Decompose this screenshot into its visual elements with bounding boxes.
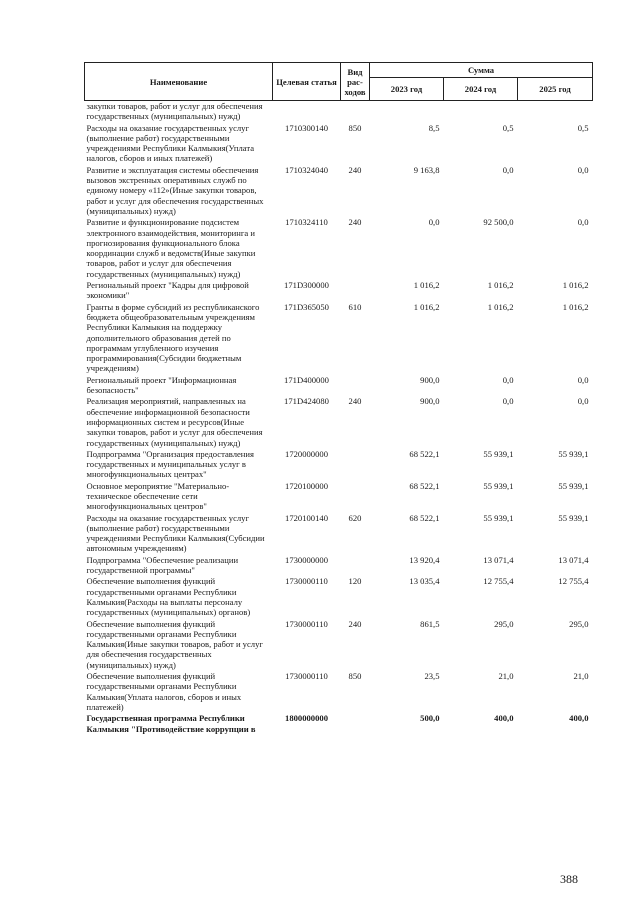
row-name: Гранты в форме субсидий из республиканского бюджета общеобразовательным учреждениям Республики Калмыкия на поддержку дополнительного образования детей по программам углубленного изучения программирования(Субсидии бюджетным учреждениям) [86,301,260,374]
row-name: Региональный проект "Кадры для цифровой экономики" [86,280,249,301]
row-sum-2025: 400,0 [569,713,589,724]
row-target-code: 1720100140 [285,512,328,523]
header-code: Целевая статья [273,63,341,101]
row-sum-2024: 1 016,2 [487,301,514,312]
row-sum-2025 [518,101,593,123]
row-sum-2023: 1 016,2 [413,280,440,291]
row-sum-2024: 12 755,4 [483,576,514,587]
table-row [85,555,593,577]
row-sum-2023: 500,0 [420,713,440,724]
row-target-code [273,101,341,123]
header-year-2023: 2023 год [370,78,444,101]
row-expense-kind: 850 [348,122,362,133]
row-target-code: 1800000000 [285,713,328,724]
row-sum-2025: 0,0 [577,164,589,175]
table-row [85,375,593,397]
header-year-2025: 2025 год [518,78,593,101]
table-row [85,123,593,165]
row-name: Обеспечение выполнения функций государственными органами Республики Калмыкия(Иные закупки товаров, работ и услуг для обеспечения государственных (муниципальных) нужд) [86,618,263,670]
table-row [85,513,593,555]
row-sum-2024: 92 500,0 [483,217,514,228]
row-target-code: 171D400000 [284,374,329,385]
row-name: Расходы на оказание государственных услуг (выполнение работ) государственными учреждениями Республики Калмыкия(Уплата налогов, сборов и иных платежей) [86,122,255,164]
row-sum-2025: 12 755,4 [558,576,589,587]
row-expense-kind [341,375,370,397]
row-name: закупки товаров, работ и услуг для обеспечения государственных (муниципальных) нужд) [86,101,263,122]
row-name: Развитие и функционирование подсистем электронного взаимодействия, мониторинга и прогнозирования функционального блока координации служб и ведомств(Иные закупки товаров, работ и услуг для обеспечения государственных (муниципальных) нужд) [86,217,256,279]
row-sum-2023: 23,5 [424,671,440,682]
row-name: Государственная программа Республики Калмыкия "Противодействие коррупции в [86,713,256,734]
table-body [85,101,593,735]
page-number: 388 [560,872,578,886]
row-sum-2025: 1 016,2 [562,301,589,312]
row-sum-2023: 900,0 [420,374,440,385]
row-name: Подпрограмма "Организация предоставления государственных и муниципальных услуг в многофункциональных центрах" [86,448,254,480]
row-sum-2025: 55 939,1 [558,512,589,523]
row-sum-2025: 55 939,1 [558,448,589,459]
row-name: Обеспечение выполнения функций государственными органами Республики Калмыкия(Расходы на выплаты персоналу государственных (муниципальных) органов) [86,576,251,618]
row-target-code: 171D424080 [284,396,329,407]
row-name: Развитие и эксплуатация системы обеспечения вызовов экстренных оперативных служб по единому номеру «112»(Иные закупки товаров, работ и услуг для обеспечения государственных (муниципальных) нужд) [86,164,264,216]
table-row [85,396,593,448]
row-sum-2024: 55 939,1 [483,448,514,459]
row-target-code: 171D300000 [284,280,329,291]
row-sum-2025: 55 939,1 [558,480,589,491]
row-sum-2025: 295,0 [569,618,589,629]
table-row [85,280,593,302]
row-expense-kind: 240 [348,164,362,175]
row-expense-kind [341,101,370,123]
row-target-code: 1720100000 [285,480,328,491]
header-year-2024: 2024 год [444,78,518,101]
row-target-code: 1710300140 [285,122,328,133]
row-target-code: 1730000000 [285,554,328,565]
header-name: Наименование [85,63,273,101]
row-sum-2023: 68 522,1 [409,448,440,459]
row-sum-2024 [444,101,518,123]
row-sum-2023: 68 522,1 [409,512,440,523]
table-row [85,576,593,618]
row-sum-2024: 0,5 [502,122,514,133]
table-row [85,302,593,375]
row-name: Подпрограмма "Обеспечение реализации государственной программы" [86,554,239,576]
row-expense-kind: 610 [348,301,362,312]
row-sum-2024: 55 939,1 [483,480,514,491]
row-target-code: 1710324110 [285,217,328,228]
row-sum-2023: 1 016,2 [413,301,440,312]
row-expense-kind [341,555,370,577]
row-target-code: 1730000110 [285,576,328,587]
table-row [85,101,593,123]
row-name: Основное мероприятие "Материально-техническое обеспечение сети многофункциональных центров" [86,480,230,512]
budget-table [84,62,593,735]
row-target-code: 1720000000 [285,448,328,459]
row-sum-2023: 861,5 [420,618,440,629]
row-target-code: 1730000110 [285,671,328,682]
table-row [85,217,593,280]
row-name: Региональный проект "Информационная безопасность" [86,374,237,396]
row-sum-2024: 21,0 [498,671,514,682]
row-expense-kind [341,713,370,735]
row-sum-2024: 0,0 [502,396,514,407]
row-target-code: 1730000110 [285,618,328,629]
row-expense-kind [341,481,370,513]
row-expense-kind: 120 [348,576,362,587]
row-sum-2025: 0,0 [577,396,589,407]
row-sum-2024: 0,0 [502,374,514,385]
header-kind: Вид рас-ходов [341,63,370,101]
row-sum-2024: 295,0 [494,618,514,629]
row-expense-kind [341,449,370,481]
table-row [85,619,593,671]
table-row [85,449,593,481]
row-sum-2023: 68 522,1 [409,480,440,491]
table-header [85,63,593,101]
row-sum-2023 [370,101,444,123]
row-sum-2024: 1 016,2 [487,280,514,291]
row-sum-2025: 0,0 [577,374,589,385]
row-sum-2024: 13 071,4 [483,554,514,565]
row-sum-2023: 9 163,8 [413,164,440,175]
row-expense-kind: 620 [348,512,362,523]
row-expense-kind [341,280,370,302]
row-expense-kind: 850 [348,671,362,682]
row-sum-2024: 0,0 [502,164,514,175]
row-sum-2025: 0,0 [577,217,589,228]
row-sum-2025: 1 016,2 [562,280,589,291]
table-row [85,713,593,735]
row-sum-2025: 0,5 [577,122,589,133]
row-sum-2025: 13 071,4 [558,554,589,565]
row-sum-2023: 13 035,4 [409,576,440,587]
row-expense-kind: 240 [348,396,362,407]
row-sum-2023: 0,0 [428,217,440,228]
header-sum: Сумма [370,63,593,78]
row-sum-2024: 55 939,1 [483,512,514,523]
row-sum-2023: 900,0 [420,396,440,407]
row-target-code: 171D365050 [284,301,329,312]
row-target-code: 1710324040 [285,164,328,175]
table-row [85,671,593,713]
row-sum-2025: 21,0 [573,671,589,682]
row-name: Расходы на оказание государственных услуг (выполнение работ) государственными учреждениями Республики Калмыкия(Субсидии автономным учреждениям) [86,512,265,554]
row-expense-kind: 240 [348,618,362,629]
row-name: Реализация мероприятий, направленных на обеспечение информационной безопасности информационных систем и ресурсов(Иные закупки товаров, работ и услуг для обеспечения государственных (муниципальных) нужд) [86,396,263,448]
row-sum-2024: 400,0 [494,713,514,724]
row-expense-kind: 240 [348,217,362,228]
table-row [85,481,593,513]
row-sum-2023: 13 920,4 [409,554,440,565]
row-sum-2023: 8,5 [428,122,440,133]
row-name: Обеспечение выполнения функций государственными органами Республики Калмыкия(Уплата налогов, сборов и иных платежей) [86,671,242,712]
table-row [85,165,593,217]
